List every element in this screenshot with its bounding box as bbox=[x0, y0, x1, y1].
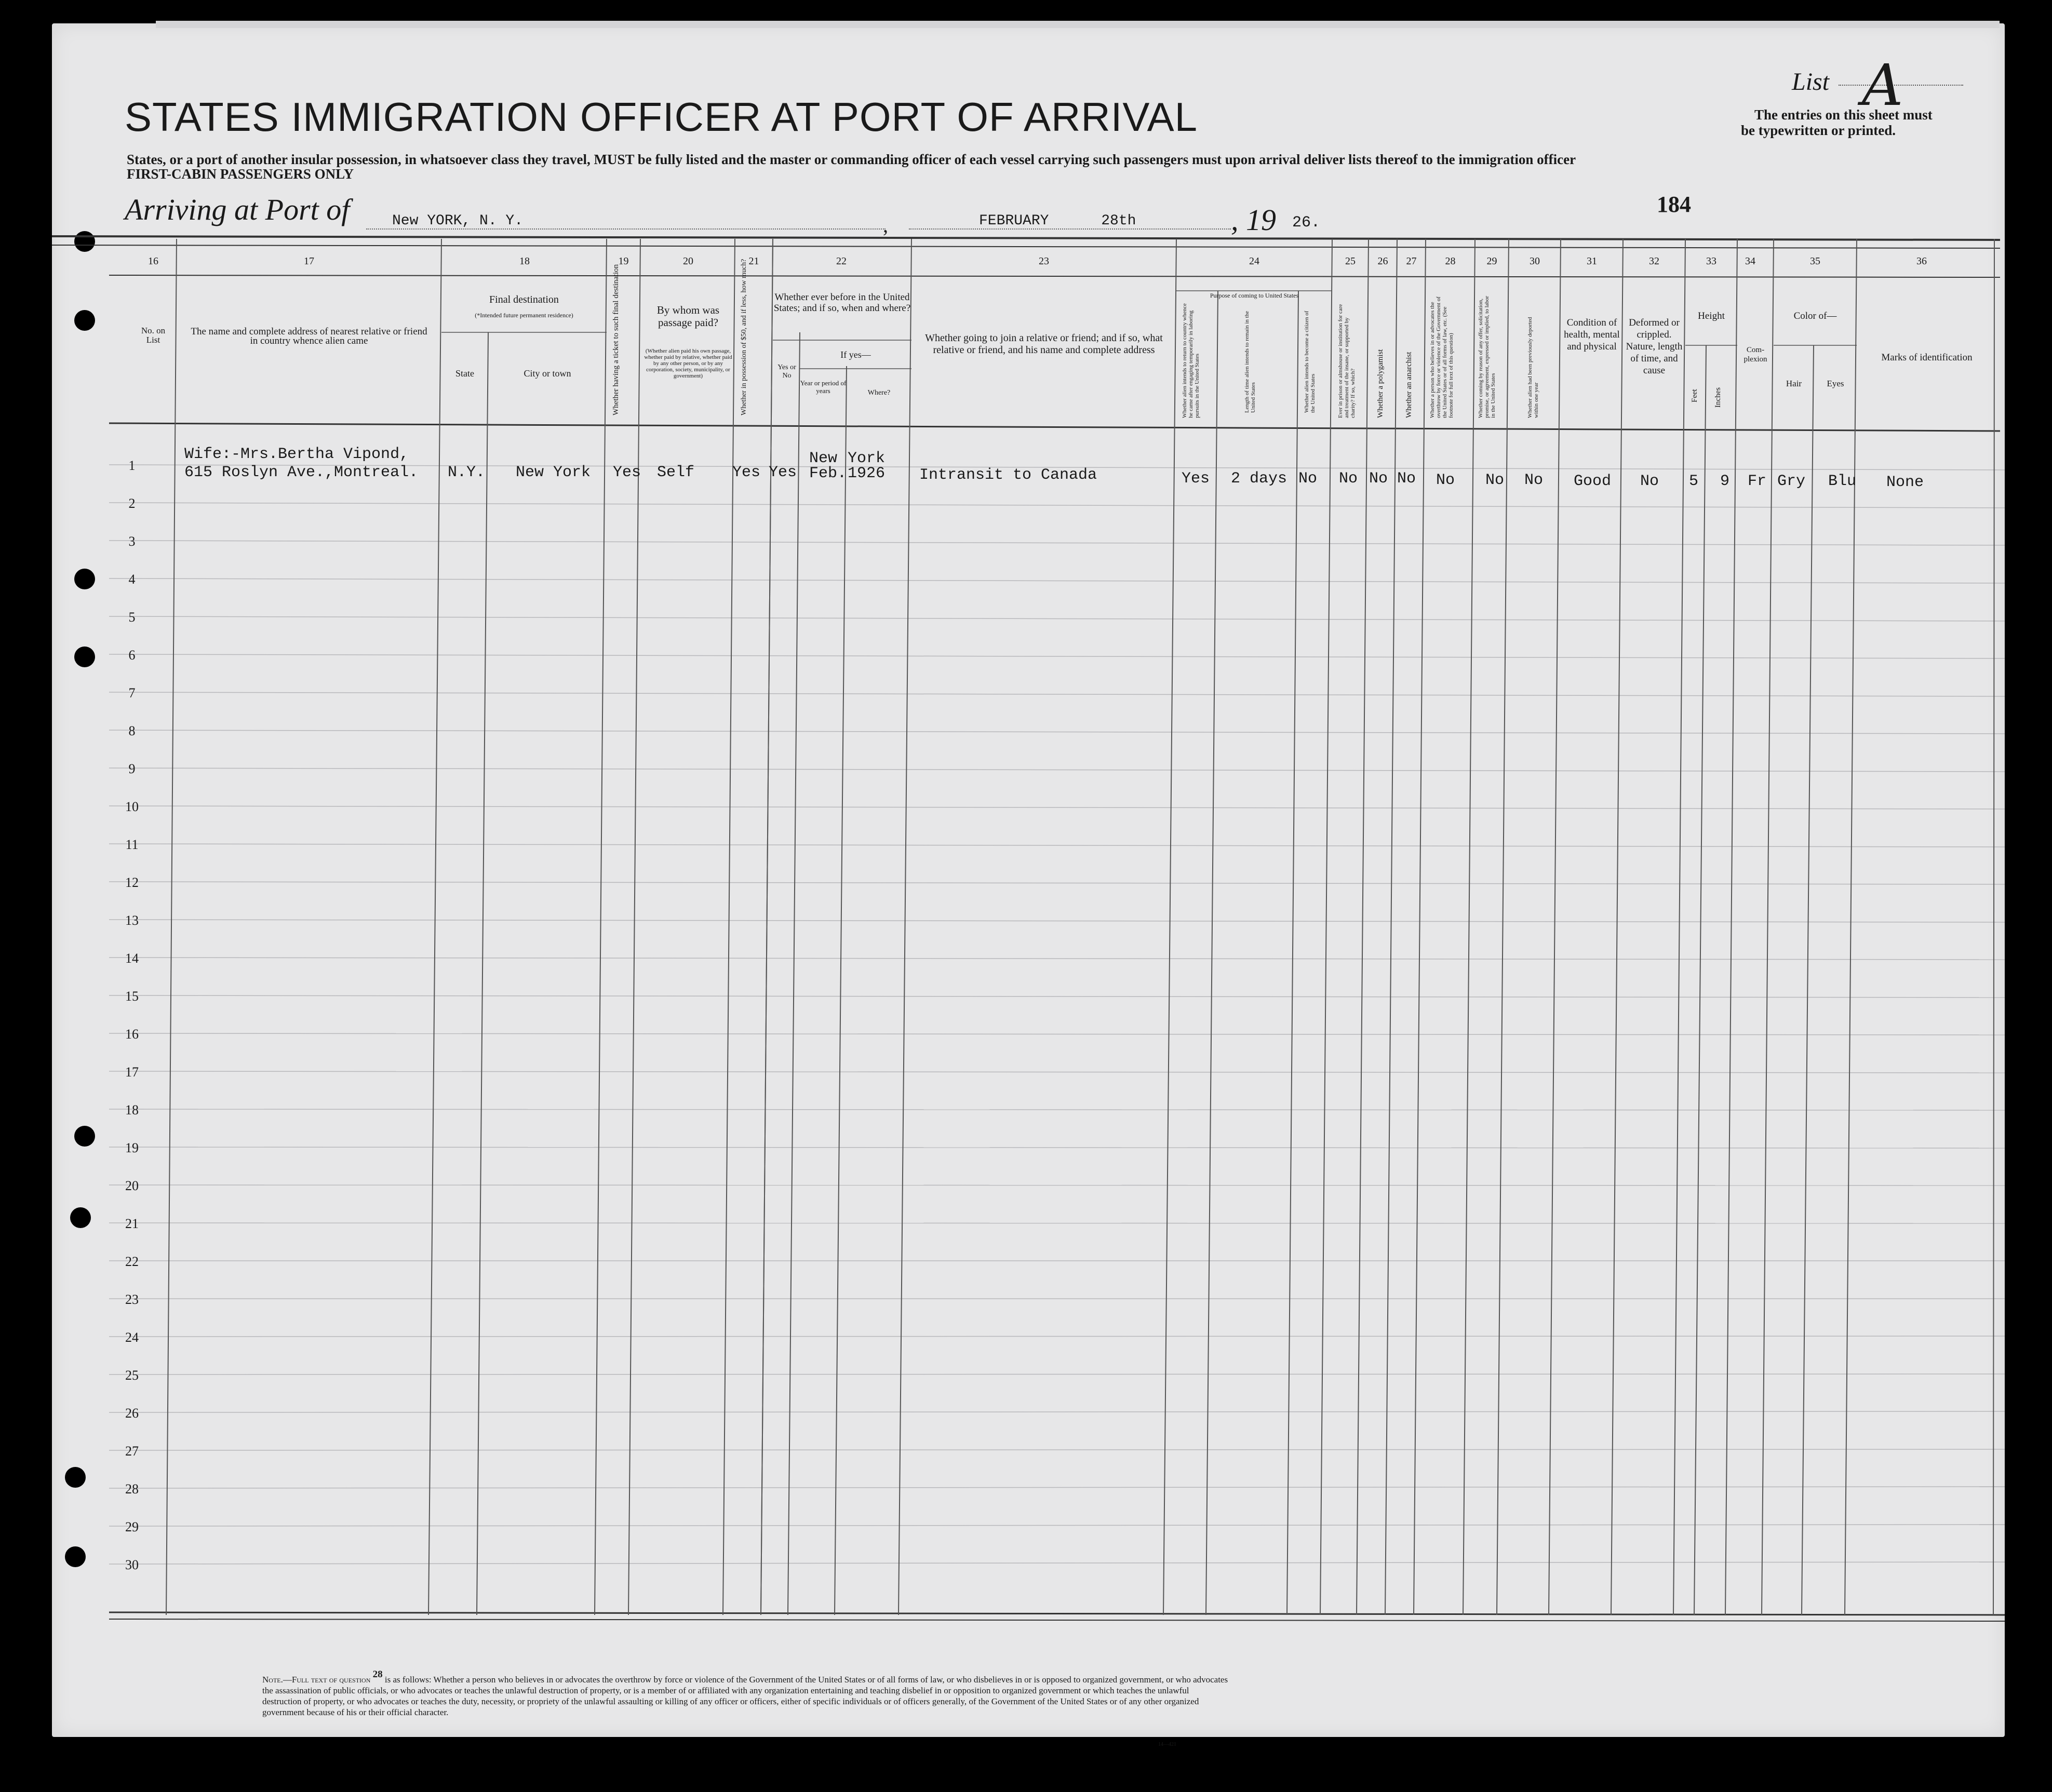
cabin-class: FIRST-CABIN PASSENGERS ONLY bbox=[127, 166, 354, 182]
form-code: 14—421 bbox=[1158, 1742, 1176, 1747]
join-relative-value: Intransit to Canada bbox=[919, 466, 1097, 484]
header-anarchist: Whether an anarchist bbox=[1405, 352, 1413, 418]
header-prison: Ever in prison or almshouse or institution for care and treatment of the insane, or supported by charity? If so, which? bbox=[1337, 304, 1356, 418]
header-marks: Marks of identification bbox=[1881, 352, 1973, 363]
col-number: 36 bbox=[1916, 255, 1927, 267]
page-title: STATES IMMIGRATION OFFICER AT PORT OF ARRIVAL bbox=[125, 94, 1198, 140]
row-number: 30 bbox=[125, 1557, 139, 1572]
health-value: Good bbox=[1574, 473, 1612, 490]
col-number: 25 bbox=[1345, 255, 1356, 267]
col-number: 18 bbox=[519, 255, 530, 267]
header-color-of: Color of— bbox=[1793, 311, 1837, 321]
offer-value: No bbox=[1485, 471, 1505, 489]
footnote-question-number: 28 bbox=[372, 1669, 383, 1680]
length-value: 2 days bbox=[1231, 470, 1287, 488]
port-value: New YORK, N. Y. bbox=[392, 213, 524, 229]
row-number: 15 bbox=[125, 989, 139, 1004]
header-purpose-length: Length of time alien intends to remain in the United States bbox=[1244, 311, 1256, 413]
col-number: 33 bbox=[1706, 255, 1716, 267]
col-number: 16 bbox=[148, 255, 158, 267]
row-number: 23 bbox=[125, 1292, 139, 1307]
header-health: Condition of health, mental and physical bbox=[1564, 317, 1620, 352]
row-number: 10 bbox=[125, 799, 139, 814]
row-number: 18 bbox=[125, 1102, 139, 1117]
col-number: 27 bbox=[1406, 255, 1417, 267]
col-number: 17 bbox=[304, 255, 314, 267]
row-number: 4 bbox=[128, 572, 136, 587]
state-value: N.Y. bbox=[448, 464, 486, 481]
header-fifty-dollars: Whether in possession of $50, and if less, how much? bbox=[740, 259, 748, 415]
relative-address: 615 Roslyn Ave.,Montreal. bbox=[184, 464, 419, 481]
anarchist-value: No bbox=[1397, 470, 1416, 488]
date-value: FEBRUARY 28th bbox=[979, 213, 1136, 229]
row-number: 19 bbox=[125, 1140, 139, 1155]
relative-name: Wife:-Mrs.Bertha Vipond, bbox=[184, 446, 409, 463]
row-number: 24 bbox=[125, 1330, 139, 1345]
row-number: 16 bbox=[125, 1027, 139, 1042]
row-number: 17 bbox=[125, 1065, 139, 1080]
col-number: 34 bbox=[1745, 255, 1755, 267]
header-relative: The name and complete address of nearest relative or friend in country whence alien came bbox=[191, 326, 427, 346]
year-prefix: , 19 bbox=[1231, 203, 1276, 237]
overthrow-value: No bbox=[1436, 471, 1455, 489]
row-number: 3 bbox=[128, 534, 136, 549]
polygamist-value: No bbox=[1369, 470, 1388, 488]
where-value: 1926 bbox=[848, 465, 886, 482]
row-number: 26 bbox=[125, 1406, 139, 1421]
row-number: 2 bbox=[128, 496, 136, 511]
header-purpose: Purpose of coming to United States bbox=[1210, 292, 1299, 299]
where-value: York bbox=[848, 450, 886, 467]
col-number: 32 bbox=[1649, 255, 1659, 267]
header-no-on-list: No. on List bbox=[141, 326, 166, 345]
header-deported: Whether alien had been previously deported within one year bbox=[1527, 317, 1539, 418]
footnote-label: Note.—Full text of question bbox=[262, 1675, 371, 1685]
passage-paid-value: Self bbox=[657, 464, 695, 481]
header-state: State bbox=[455, 368, 474, 379]
row-number: 14 bbox=[125, 951, 139, 966]
col-number: 24 bbox=[1249, 255, 1259, 267]
instruction-text: States, or a port of another insular possession, in whatsoever class they travel, MUST be fully listed and the master or commanding officer of each vessel carrying such passengers must upon arrival deliver lists thereof to the immigration officer bbox=[127, 152, 1576, 167]
header-eyes: Eyes bbox=[1827, 379, 1844, 388]
complexion-value: Fr bbox=[1748, 473, 1767, 490]
row-number: 29 bbox=[125, 1519, 139, 1534]
col-number: 28 bbox=[1445, 255, 1456, 267]
header-passage-paid-note: (Whether alien paid his own passage, whether paid by relative, whether paid by any other person, or by any corporation, society, municipality, or government) bbox=[644, 348, 732, 379]
year-value: Feb. bbox=[809, 465, 847, 482]
header-height: Height bbox=[1698, 311, 1725, 321]
city-value: New York bbox=[516, 464, 591, 481]
entries-note: be typewritten or printed. bbox=[1741, 123, 1896, 138]
marks-value: None bbox=[1886, 474, 1924, 491]
col-number: 20 bbox=[683, 255, 693, 267]
header-final-destination-note: (*Intended future permanent residence) bbox=[475, 312, 573, 319]
row-number: 8 bbox=[128, 723, 136, 738]
row-number: 12 bbox=[125, 875, 139, 890]
header-offer: Whether coming by reason of any offer, solicitation, promise, or agreement, expressed or implied, to labor in the United States bbox=[1478, 295, 1496, 418]
header-overthrow: Whether a person who believes in or advocates the overthrow by force or violence of the Government of the United States or of all forms of law, etc. (See footnote for full text of this question) bbox=[1429, 297, 1454, 418]
year-value: New bbox=[809, 450, 838, 467]
header-hair: Hair bbox=[1786, 379, 1802, 388]
row-number: 5 bbox=[128, 610, 136, 625]
ever-before-value: Yes bbox=[769, 464, 797, 481]
row-number: 27 bbox=[125, 1444, 139, 1459]
year-suffix: 26. bbox=[1292, 214, 1321, 232]
col-number: 21 bbox=[748, 255, 759, 267]
footnote-text: is as follows: Whether a person who believes in or advocates the overthrow by force or violence of the Government of the United States or of all forms of law, or who disbelieves in or is opposed to organized government, or who advocates the assassination of public officials, or who advocates or teaches the unlawful destruction of property, or is a member of or affiliated with any organization entertaining and teaching disbelief in or opposition to organized government or which teaches the unlawful destruction of property, or who advocates or teaches the duty, necessity, or propriety of the unlawful assaulting or killing of any officer or officers, either of specific individuals or of officers generally, of the Government of the United States or of any other organized government because of his or their official character. bbox=[262, 1675, 1228, 1717]
header-final-destination: Final destination bbox=[489, 294, 559, 305]
fifty-dollars-value: Yes bbox=[732, 464, 761, 481]
col-number: 30 bbox=[1530, 255, 1540, 267]
prison-value: No bbox=[1339, 470, 1358, 488]
row-number: 13 bbox=[125, 913, 139, 928]
header-feet: Feet bbox=[1691, 389, 1699, 402]
header-purpose-citizen: Whether alien intends to become a citizen of the United States bbox=[1304, 311, 1316, 413]
header-ever-before: Whether ever before in the United States; and if so, when and where? bbox=[773, 292, 911, 314]
col-number: 23 bbox=[1039, 255, 1049, 267]
arriving-label: Arriving at Port of bbox=[125, 193, 350, 226]
header-complexion: Com-plexion bbox=[1743, 346, 1767, 363]
col-number: 22 bbox=[836, 255, 847, 267]
header-year-period: Year or period of years bbox=[800, 379, 847, 395]
header-passage-paid: By whom was passage paid? bbox=[656, 304, 720, 329]
header-join-relative: Whether going to join a relative or friend; and if so, what relative or friend, and his name and complete address bbox=[925, 332, 1163, 356]
header-ticket: Whether having a ticket to such final destination bbox=[612, 264, 620, 415]
row-number: 6 bbox=[128, 648, 136, 663]
row-number: 21 bbox=[125, 1216, 139, 1231]
list-letter: A bbox=[1862, 52, 1903, 118]
hair-value: Gry bbox=[1777, 473, 1806, 490]
row-number: 11 bbox=[125, 837, 139, 852]
col-number: 29 bbox=[1486, 255, 1497, 267]
deformed-value: No bbox=[1640, 473, 1659, 490]
row-number: 20 bbox=[125, 1178, 139, 1193]
col-number: 35 bbox=[1810, 255, 1820, 267]
col-number: 31 bbox=[1587, 255, 1597, 267]
list-label: List bbox=[1792, 68, 1830, 96]
header-yes-or-no: Yes or No bbox=[777, 363, 796, 380]
entries-note: The entries on this sheet must bbox=[1754, 107, 1933, 123]
header-purpose-return: Whether alien intends to return to country whence he came after engaging temporarily in laboring pursuits in the United States bbox=[1182, 303, 1200, 418]
row-number: 28 bbox=[125, 1481, 139, 1497]
row-number: 22 bbox=[125, 1254, 139, 1269]
row-number: 7 bbox=[128, 685, 136, 700]
inches-value: 9 bbox=[1720, 473, 1730, 490]
row-number: 25 bbox=[125, 1368, 139, 1383]
eyes-value: Blu bbox=[1828, 473, 1857, 490]
sheet-number: 184 bbox=[1657, 192, 1691, 217]
return-value: Yes bbox=[1182, 470, 1210, 488]
col-number: 26 bbox=[1377, 255, 1388, 267]
col-number: 19 bbox=[618, 255, 629, 267]
row-number: 9 bbox=[128, 761, 136, 776]
header-where: Where? bbox=[867, 389, 891, 397]
citizen-value: No bbox=[1298, 470, 1318, 488]
header-city: City or town bbox=[524, 368, 571, 379]
feet-value: 5 bbox=[1689, 473, 1699, 490]
row-number: 1 bbox=[128, 458, 136, 473]
header-deformed: Deformed or crippled. Nature, length of time, and cause bbox=[1626, 317, 1683, 376]
header-polygamist: Whether a polygamist bbox=[1376, 349, 1385, 418]
header-if-yes: If yes— bbox=[840, 349, 871, 360]
deported-value: No bbox=[1524, 471, 1544, 489]
ticket-value: Yes bbox=[613, 464, 641, 481]
footnote bbox=[262, 1669, 1228, 1718]
header-inches: Inches bbox=[1714, 387, 1722, 408]
